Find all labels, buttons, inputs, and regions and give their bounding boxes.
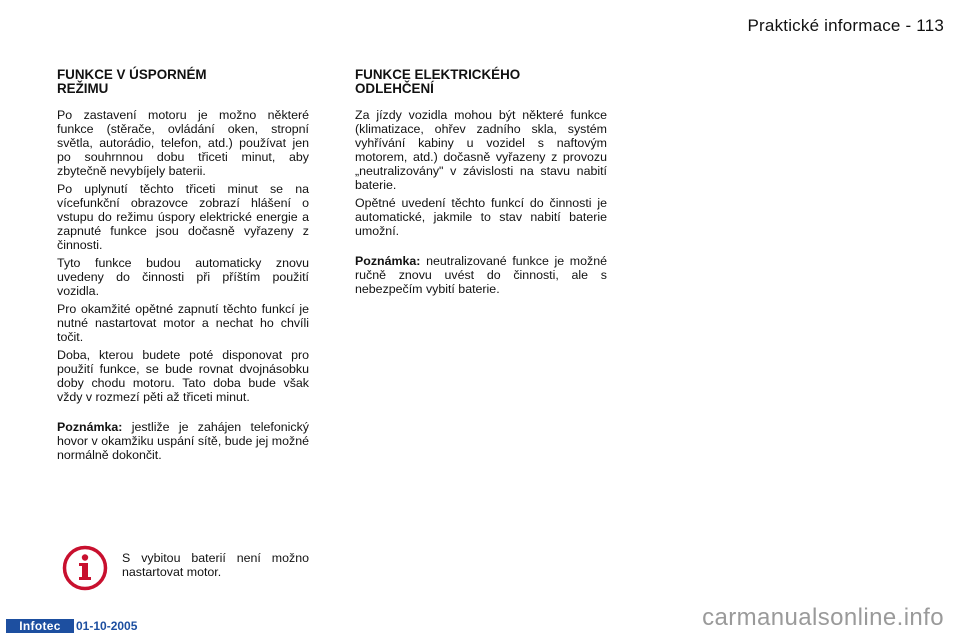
right-column <box>355 68 607 300</box>
right-heading-line1: FUNKCE ELEKTRICKÉHO <box>355 67 521 82</box>
left-note-label: Poznámka: <box>57 420 123 434</box>
left-heading-line1: FUNKCE V ÚSPORNÉM <box>57 67 207 82</box>
page-title: Praktické informace - 113 <box>747 16 944 35</box>
right-note <box>355 254 607 296</box>
left-paragraph-1: Po zastavení motoru je možno některé funkce (stěrače, ovládání oken, stropní světla, autorádio, telefon, atd.) používat jen po souhrnnou dobu třiceti minut, aby zbytečně nevybíjely baterii. <box>57 108 309 178</box>
left-heading-line2: REŽIMU <box>57 81 109 96</box>
right-heading <box>355 68 607 96</box>
left-heading <box>57 68 309 96</box>
left-paragraph-5: Doba, kterou budete poté disponovat pro použití funkce, se bude rovnat dvojnásobku doby chodu motoru. Tato doba bude však vždy v rozmezí pěti až třiceti minut. <box>57 348 309 404</box>
warning-text: S vybitou baterií není možno nastartovat motor. <box>122 551 309 579</box>
right-note-label: Poznámka: <box>355 254 421 268</box>
left-note <box>57 420 309 462</box>
left-note-text: jestliže je zahájen telefonický hovor v okamžiku uspání sítě, bude jej možné normálně dokončit. <box>57 420 309 462</box>
right-note-text: neutralizované funkce je možné ručně znovu uvést do činnosti, ale s nebezpečím vybití baterie. <box>355 254 607 296</box>
right-heading-line2: ODLEHČENÍ <box>355 81 434 96</box>
info-icon <box>62 545 108 591</box>
right-paragraph-1: Za jízdy vozidla mohou být některé funkce (klimatizace, ohřev zadního skla, systém vyhřívání kabiny u vozidel s naftovým motorem, atd.) dočasně vyřazeny z provozu „neutralizovány" v závislosti na stavu nabití baterie. <box>355 108 607 192</box>
left-paragraph-3: Tyto funkce budou automaticky znovu uvedeny do činnosti při příštím použití vozidla. <box>57 256 309 298</box>
warning-box <box>62 545 312 597</box>
watermark: carmanualsonline.info <box>702 604 944 631</box>
left-paragraph-2: Po uplynutí těchto třiceti minut se na vícefunkční obrazovce zobrazí hlášení o vstupu do režimu úspory elektrické energie a zapnuté funkce jsou dočasně vyřazeny z činnosti. <box>57 182 309 252</box>
footer-date: 01-10-2005 <box>76 619 138 633</box>
left-paragraph-4: Pro okamžité opětné zapnutí těchto funkcí je nutné nastartovat motor a nechat ho chvíli točit. <box>57 302 309 344</box>
left-column <box>57 68 309 466</box>
infotec-badge: Infotec <box>6 619 74 633</box>
right-paragraph-2: Opětné uvedení těchto funkcí do činnosti je automatické, jakmile to stav nabití baterie umožní. <box>355 196 607 238</box>
